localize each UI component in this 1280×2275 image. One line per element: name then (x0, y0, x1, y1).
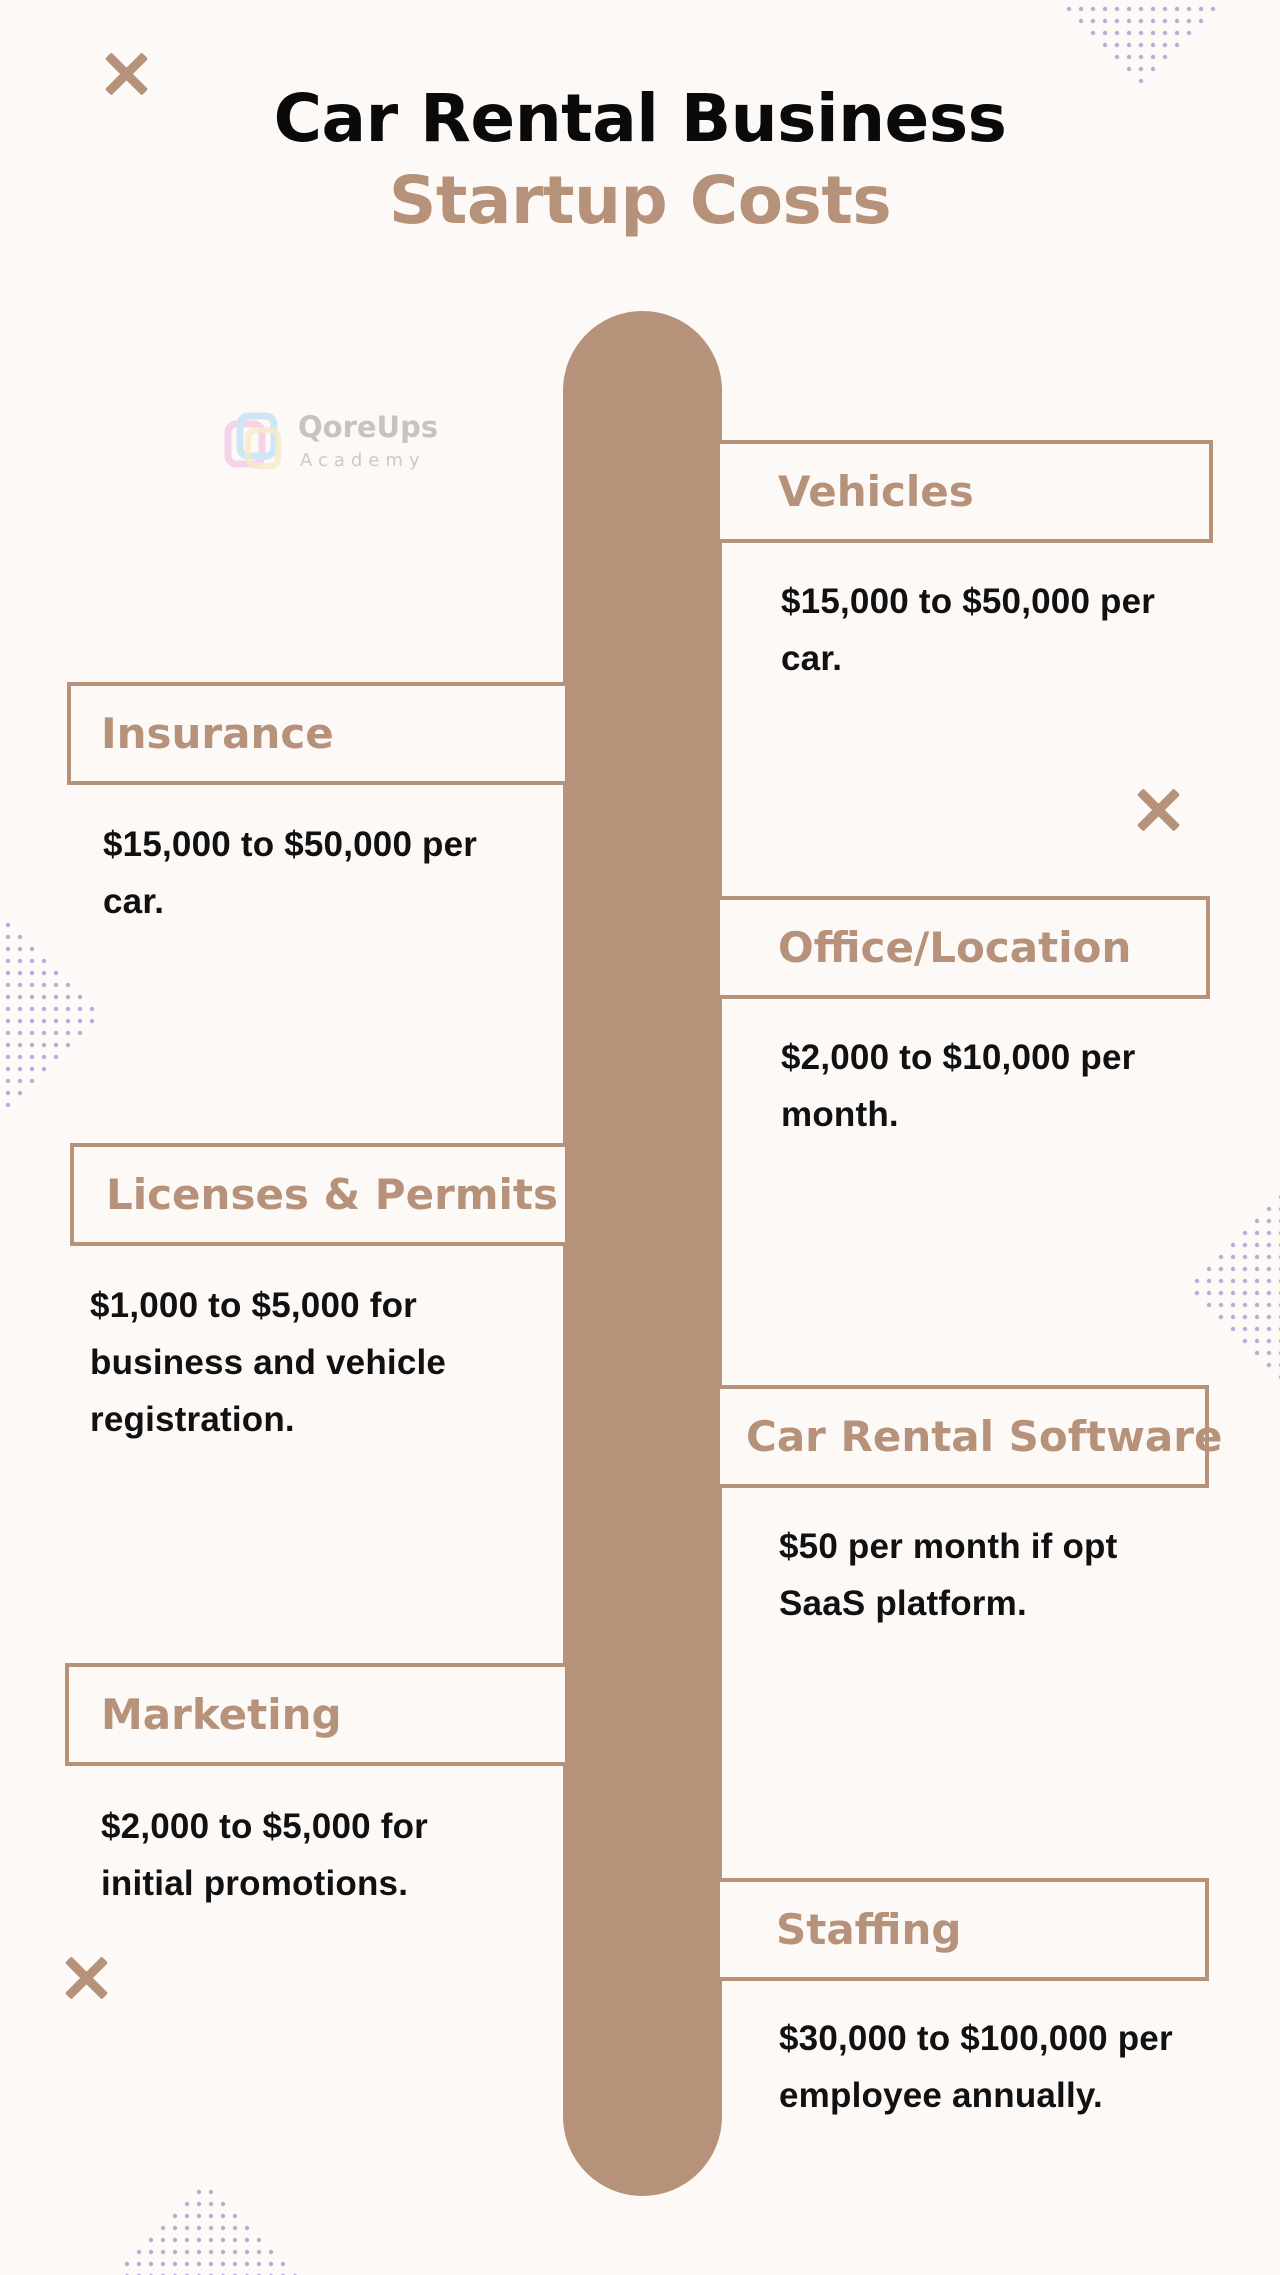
dot (1127, 31, 1131, 35)
dot (1067, 7, 1071, 11)
dot (1267, 1219, 1271, 1223)
qoreups-logo-icon (224, 412, 286, 474)
dot-pattern-icon (0, 905, 110, 1120)
cost-desc-licenses-permits (90, 1277, 446, 1448)
dot (1231, 1255, 1235, 1259)
dot (221, 2262, 225, 2266)
dot (1151, 55, 1155, 59)
dot (54, 1055, 58, 1059)
dot (1187, 19, 1191, 23)
dot (1231, 1279, 1235, 1283)
dot (1219, 1291, 1223, 1295)
desc-line: $30,000 to $100,000 per (779, 2019, 1173, 2058)
dot (90, 1019, 94, 1023)
cost-desc-car-rental-software (779, 1518, 1117, 1632)
dot (1267, 1315, 1271, 1319)
dot (1127, 67, 1131, 71)
dot (42, 1019, 46, 1023)
dot (221, 2226, 225, 2230)
dot (6, 971, 10, 975)
dot (1175, 19, 1179, 23)
dot (1243, 1315, 1247, 1319)
cost-label-text: Vehicles (778, 467, 974, 516)
dot (1151, 19, 1155, 23)
dot (1079, 19, 1083, 23)
dot (78, 1007, 82, 1011)
dot (1219, 1303, 1223, 1307)
dot (6, 1067, 10, 1071)
dot (1139, 7, 1143, 11)
dot (221, 2238, 225, 2242)
dot (42, 959, 46, 963)
dot (6, 923, 10, 927)
dot (30, 1019, 34, 1023)
dot (42, 1055, 46, 1059)
dot (1207, 1291, 1211, 1295)
dot (42, 995, 46, 999)
dot (6, 983, 10, 987)
dot (1231, 1243, 1235, 1247)
desc-line: $2,000 to $10,000 per (781, 1038, 1136, 1077)
cost-desc-vehicles (781, 573, 1155, 687)
dot (18, 983, 22, 987)
dot (1115, 55, 1119, 59)
dot (42, 1031, 46, 1035)
dot (1091, 19, 1095, 23)
dot (1199, 19, 1203, 23)
dot (173, 2226, 177, 2230)
dot (173, 2262, 177, 2266)
dot (30, 1007, 34, 1011)
dot (209, 2190, 213, 2194)
dot (149, 2262, 153, 2266)
dot (18, 959, 22, 963)
dot-pattern-icon (1175, 1180, 1280, 1390)
cost-label-marketing (65, 1663, 565, 1766)
dot (1175, 7, 1179, 11)
dot (245, 2226, 249, 2230)
dot (1255, 1315, 1259, 1319)
dot (185, 2250, 189, 2254)
timeline-spine (563, 311, 722, 2196)
dot (30, 995, 34, 999)
dot (209, 2214, 213, 2218)
dot (257, 2250, 261, 2254)
dot (1267, 1279, 1271, 1283)
dot (221, 2214, 225, 2218)
dot (1231, 1291, 1235, 1295)
dot (197, 2250, 201, 2254)
dot (30, 959, 34, 963)
logo-name: QoreUps (298, 410, 439, 444)
dot (1187, 31, 1191, 35)
desc-line: business and vehicle (90, 1343, 447, 1382)
desc-line: car. (781, 639, 843, 678)
dot (1091, 7, 1095, 11)
desc-line: SaaS platform. (779, 1584, 1027, 1623)
dot (161, 2226, 165, 2230)
cost-label-text: Marketing (101, 1690, 342, 1739)
cost-label-insurance (67, 682, 565, 785)
dot (1187, 7, 1191, 11)
dot (1267, 1207, 1271, 1211)
cost-label-text: Car Rental Software (746, 1412, 1223, 1461)
dot (1267, 1303, 1271, 1307)
dot (209, 2262, 213, 2266)
cost-label-text: Office/Location (778, 923, 1132, 972)
dot (1163, 31, 1167, 35)
dot (6, 1103, 10, 1107)
dot (66, 995, 70, 999)
dot (18, 1031, 22, 1035)
dot (1079, 7, 1083, 11)
dot (1199, 7, 1203, 11)
dot (1139, 55, 1143, 59)
dot (54, 1031, 58, 1035)
dot (1207, 1267, 1211, 1271)
dot (1231, 1327, 1235, 1331)
dot (1163, 7, 1167, 11)
dot (54, 1007, 58, 1011)
dot (1151, 43, 1155, 47)
dot (66, 1007, 70, 1011)
dot (1139, 31, 1143, 35)
dot (1267, 1231, 1271, 1235)
dot (42, 983, 46, 987)
title-line-2: Startup Costs (388, 162, 892, 239)
dot (197, 2226, 201, 2230)
dot (233, 2238, 237, 2242)
dot (6, 935, 10, 939)
desc-line: month. (781, 1095, 899, 1134)
dot (54, 971, 58, 975)
dot (30, 1031, 34, 1035)
dot (66, 1043, 70, 1047)
dot (1255, 1267, 1259, 1271)
dot (1139, 43, 1143, 47)
desc-line: $15,000 to $50,000 per (103, 825, 478, 864)
dot (1091, 31, 1095, 35)
cost-label-text: Staffing (776, 1905, 962, 1954)
dot (30, 1043, 34, 1047)
close-x-icon (63, 1955, 109, 2001)
dot (209, 2238, 213, 2242)
dot (18, 1079, 22, 1083)
dot (245, 2238, 249, 2242)
dot (209, 2226, 213, 2230)
dot (1163, 43, 1167, 47)
dot (149, 2250, 153, 2254)
dot (137, 2250, 141, 2254)
dot (257, 2262, 261, 2266)
desc-line: $15,000 to $50,000 per (781, 582, 1156, 621)
dot (18, 1019, 22, 1023)
cost-desc-office-location (781, 1029, 1135, 1143)
dot (18, 995, 22, 999)
dot (30, 947, 34, 951)
dot (66, 1031, 70, 1035)
desc-line: $2,000 to $5,000 for (101, 1807, 428, 1846)
desc-line: car. (103, 882, 165, 921)
dot (1219, 1255, 1223, 1259)
dot (18, 1007, 22, 1011)
dot (42, 1007, 46, 1011)
dot (1255, 1243, 1259, 1247)
dot (1195, 1291, 1199, 1295)
desc-line: $1,000 to $5,000 for (90, 1286, 417, 1325)
dot (6, 1019, 10, 1023)
dot (6, 1043, 10, 1047)
dot (18, 1091, 22, 1095)
desc-line: $50 per month if opt (779, 1527, 1118, 1566)
dot (42, 1043, 46, 1047)
dot (185, 2238, 189, 2242)
dot (78, 1019, 82, 1023)
dot (1175, 43, 1179, 47)
dot (269, 2250, 273, 2254)
dot (1163, 55, 1167, 59)
dot (6, 959, 10, 963)
dot (30, 971, 34, 975)
dot (1243, 1231, 1247, 1235)
dot (42, 971, 46, 975)
desc-line: initial promotions. (101, 1864, 409, 1903)
dot (54, 995, 58, 999)
dot (30, 1055, 34, 1059)
dot (173, 2250, 177, 2254)
dot (54, 983, 58, 987)
dot (125, 2262, 129, 2266)
dot (1267, 1255, 1271, 1259)
dot (1231, 1303, 1235, 1307)
dot (6, 1079, 10, 1083)
dot (233, 2226, 237, 2230)
dot (66, 983, 70, 987)
dot (1115, 19, 1119, 23)
logo-subtitle: Academy (300, 450, 426, 471)
dot (149, 2238, 153, 2242)
dot (245, 2250, 249, 2254)
dot (197, 2262, 201, 2266)
dot (1267, 1363, 1271, 1367)
dot (233, 2262, 237, 2266)
dot (1151, 7, 1155, 11)
dot (90, 1007, 94, 1011)
dot (1255, 1219, 1259, 1223)
dot (66, 1019, 70, 1023)
cost-label-text: Licenses & Permits (106, 1170, 559, 1219)
desc-line: employee annually. (779, 2076, 1103, 2115)
dot (18, 1067, 22, 1071)
dot (1139, 67, 1143, 71)
qoreups-logo (224, 408, 439, 474)
dot (137, 2262, 141, 2266)
cost-desc-staffing (779, 2010, 1173, 2124)
dot (42, 1067, 46, 1071)
dot (30, 983, 34, 987)
dot (1151, 31, 1155, 35)
dot (197, 2190, 201, 2194)
dot (1151, 67, 1155, 71)
dot (78, 995, 82, 999)
dot (173, 2238, 177, 2242)
dot (1267, 1267, 1271, 1271)
dot (6, 1007, 10, 1011)
dot (161, 2262, 165, 2266)
cost-label-vehicles (720, 440, 1213, 543)
cost-label-text: Insurance (101, 709, 334, 758)
dot (209, 2202, 213, 2206)
dot (1231, 1315, 1235, 1319)
dot (173, 2214, 177, 2218)
dot (233, 2250, 237, 2254)
dot (185, 2214, 189, 2218)
dot (1267, 1339, 1271, 1343)
cost-desc-insurance (103, 816, 477, 930)
dot (6, 1031, 10, 1035)
dot (1127, 43, 1131, 47)
dot (1115, 7, 1119, 11)
dot (209, 2250, 213, 2254)
dot (18, 935, 22, 939)
cost-label-car-rental-software (720, 1385, 1223, 1488)
dot (30, 1067, 34, 1071)
dot (1231, 1267, 1235, 1271)
cost-label-staffing (720, 1878, 1209, 1981)
dot (281, 2262, 285, 2266)
dot (1243, 1339, 1247, 1343)
dot (1255, 1255, 1259, 1259)
dot (1163, 19, 1167, 23)
dot (1243, 1327, 1247, 1331)
page-title (0, 78, 1280, 242)
desc-line: registration. (90, 1400, 295, 1439)
dot (1103, 7, 1107, 11)
dot (1115, 31, 1119, 35)
dot (257, 2238, 261, 2242)
dot (54, 1019, 58, 1023)
dot (18, 1043, 22, 1047)
cost-label-office-location (720, 896, 1210, 999)
dot (1243, 1303, 1247, 1307)
dot (1255, 1291, 1259, 1295)
dot (6, 947, 10, 951)
dot (245, 2262, 249, 2266)
dot (1127, 19, 1131, 23)
dot (1255, 1327, 1259, 1331)
dot (18, 971, 22, 975)
dot (1103, 31, 1107, 35)
dot (1207, 1279, 1211, 1283)
dot (221, 2202, 225, 2206)
dot (1267, 1291, 1271, 1295)
close-x-icon (1135, 787, 1181, 833)
dot (1207, 1303, 1211, 1307)
dot (1243, 1243, 1247, 1247)
dot (6, 1091, 10, 1095)
dot (1103, 43, 1107, 47)
dot (161, 2250, 165, 2254)
dot (185, 2262, 189, 2266)
dot (6, 1055, 10, 1059)
cost-desc-marketing (101, 1798, 428, 1912)
dot (78, 1031, 82, 1035)
dot (1243, 1279, 1247, 1283)
dot (1255, 1231, 1259, 1235)
dot (6, 995, 10, 999)
cost-label-licenses-permits (70, 1143, 565, 1246)
dot (1139, 19, 1143, 23)
dot (18, 947, 22, 951)
dot (1219, 1315, 1223, 1319)
dot (1267, 1351, 1271, 1355)
dot (1127, 55, 1131, 59)
dot (1267, 1327, 1271, 1331)
dot (221, 2250, 225, 2254)
dot (197, 2238, 201, 2242)
dot (1243, 1267, 1247, 1271)
dot (30, 1079, 34, 1083)
dot (1255, 1339, 1259, 1343)
dot (185, 2226, 189, 2230)
dot-pattern-icon (110, 2175, 310, 2275)
dot (1255, 1279, 1259, 1283)
dot (1267, 1243, 1271, 1247)
dot (1115, 43, 1119, 47)
dot (18, 1055, 22, 1059)
dot (161, 2238, 165, 2242)
dot (197, 2202, 201, 2206)
dot (54, 1043, 58, 1047)
dot (1243, 1291, 1247, 1295)
dot (269, 2262, 273, 2266)
dot (1211, 7, 1215, 11)
dot (1175, 31, 1179, 35)
dot (1243, 1255, 1247, 1259)
dot (1219, 1267, 1223, 1271)
dot (1127, 7, 1131, 11)
dot (1195, 1279, 1199, 1283)
dot (1255, 1303, 1259, 1307)
dot (185, 2202, 189, 2206)
dot (1103, 19, 1107, 23)
dot (1219, 1279, 1223, 1283)
dot (233, 2214, 237, 2218)
dot (197, 2214, 201, 2218)
dot (1255, 1351, 1259, 1355)
title-line-1: Car Rental Business (273, 80, 1007, 157)
